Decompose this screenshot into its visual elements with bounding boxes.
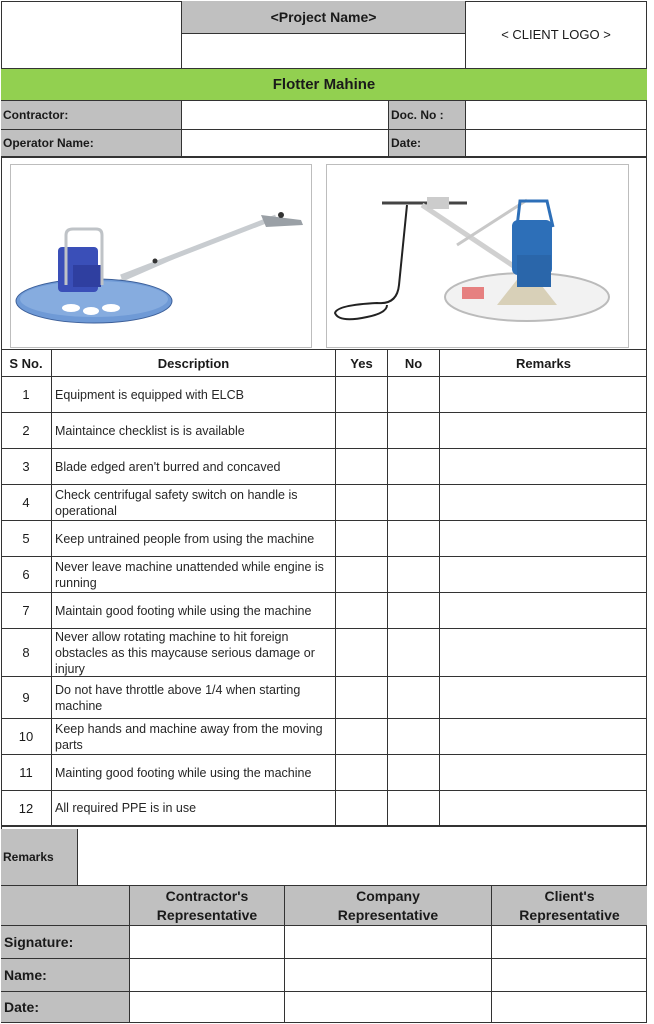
checklist-table xyxy=(1,349,647,829)
date-field[interactable] xyxy=(466,130,647,158)
column-header-description: Description xyxy=(52,350,336,377)
row-no-cell[interactable] xyxy=(388,677,440,719)
row-no-cell[interactable] xyxy=(388,629,440,677)
signoff-header-contractor: Contractor's Representative xyxy=(130,886,285,926)
row-no-cell[interactable] xyxy=(388,755,440,791)
contractor-field[interactable] xyxy=(182,101,389,130)
operator-name-label: Operator Name: xyxy=(1,130,182,158)
signoff-field-client-name[interactable] xyxy=(492,959,647,992)
project-name-label: <Project Name> xyxy=(182,1,466,34)
signoff-label-date: Date: xyxy=(1,992,130,1023)
row-description: Equipment is equipped with ELCB xyxy=(52,377,336,413)
row-yes-cell[interactable] xyxy=(336,791,388,827)
row-remarks-cell[interactable] xyxy=(440,413,647,449)
signoff-field-contractor-name[interactable] xyxy=(130,959,285,992)
row-remarks-cell[interactable] xyxy=(440,677,647,719)
company-logo-area xyxy=(1,1,182,68)
row-s-no: 10 xyxy=(1,719,52,755)
signoff-corner xyxy=(1,886,130,926)
form-title: Flotter Mahine xyxy=(1,68,647,101)
row-remarks-cell[interactable] xyxy=(440,593,647,629)
row-no-cell[interactable] xyxy=(388,521,440,557)
row-s-no: 9 xyxy=(1,677,52,719)
signoff-header-client: Client's Representative xyxy=(492,886,647,926)
project-name-field[interactable] xyxy=(182,34,466,68)
signoff-field-client-signature[interactable] xyxy=(492,926,647,959)
row-remarks-cell[interactable] xyxy=(440,521,647,557)
row-description: Do not have throttle above 1/4 when starting machine xyxy=(52,677,336,719)
row-yes-cell[interactable] xyxy=(336,719,388,755)
row-yes-cell[interactable] xyxy=(336,677,388,719)
row-description: Mainting good footing while using the machine xyxy=(52,755,336,791)
row-description: Maintain good footing while using the machine xyxy=(52,593,336,629)
row-s-no: 4 xyxy=(1,485,52,521)
row-remarks-cell[interactable] xyxy=(440,629,647,677)
row-description: Blade edged aren't burred and concaved xyxy=(52,449,336,485)
column-header-remarks: Remarks xyxy=(440,350,647,377)
row-s-no: 8 xyxy=(1,629,52,677)
row-no-cell[interactable] xyxy=(388,377,440,413)
row-description: Keep hands and machine away from the moving parts xyxy=(52,719,336,755)
doc-no-label: Doc. No : xyxy=(389,101,466,130)
signoff-field-contractor-signature[interactable] xyxy=(130,926,285,959)
row-yes-cell[interactable] xyxy=(336,755,388,791)
row-yes-cell[interactable] xyxy=(336,593,388,629)
row-s-no: 3 xyxy=(1,449,52,485)
row-remarks-cell[interactable] xyxy=(440,791,647,827)
row-s-no: 5 xyxy=(1,521,52,557)
row-no-cell[interactable] xyxy=(388,719,440,755)
row-yes-cell[interactable] xyxy=(336,485,388,521)
row-yes-cell[interactable] xyxy=(336,629,388,677)
signoff-field-company-date[interactable] xyxy=(285,992,492,1023)
row-yes-cell[interactable] xyxy=(336,377,388,413)
signoff-field-company-signature[interactable] xyxy=(285,926,492,959)
column-header-no: No xyxy=(388,350,440,377)
signoff-field-client-date[interactable] xyxy=(492,992,647,1023)
row-s-no: 11 xyxy=(1,755,52,791)
signoff-label-signature: Signature: xyxy=(1,926,130,959)
row-no-cell[interactable] xyxy=(388,557,440,593)
row-no-cell[interactable] xyxy=(388,791,440,827)
row-s-no: 7 xyxy=(1,593,52,629)
row-remarks-cell[interactable] xyxy=(440,755,647,791)
row-no-cell[interactable] xyxy=(388,593,440,629)
row-yes-cell[interactable] xyxy=(336,413,388,449)
row-description: Never allow rotating machine to hit foreign obstacles as this maycause serious damage or injury xyxy=(52,629,336,677)
flotter-machine-blue-icon xyxy=(11,165,311,347)
row-s-no: 12 xyxy=(1,791,52,827)
flotter-machine-white-icon xyxy=(327,165,628,347)
row-remarks-cell[interactable] xyxy=(440,377,647,413)
row-yes-cell[interactable] xyxy=(336,449,388,485)
row-s-no: 2 xyxy=(1,413,52,449)
remarks-label: Remarks xyxy=(1,829,78,886)
row-remarks-cell[interactable] xyxy=(440,485,647,521)
column-header-yes: Yes xyxy=(336,350,388,377)
row-yes-cell[interactable] xyxy=(336,557,388,593)
row-no-cell[interactable] xyxy=(388,485,440,521)
signoff-field-company-name[interactable] xyxy=(285,959,492,992)
row-description: Never leave machine unattended while engine is running xyxy=(52,557,336,593)
machine-image-1 xyxy=(10,164,312,348)
row-remarks-cell[interactable] xyxy=(440,557,647,593)
row-no-cell[interactable] xyxy=(388,449,440,485)
row-remarks-cell[interactable] xyxy=(440,449,647,485)
row-s-no: 6 xyxy=(1,557,52,593)
row-remarks-cell[interactable] xyxy=(440,719,647,755)
row-yes-cell[interactable] xyxy=(336,521,388,557)
signoff-field-contractor-date[interactable] xyxy=(130,992,285,1023)
doc-no-field[interactable] xyxy=(466,101,647,130)
operator-name-field[interactable] xyxy=(182,130,389,158)
signoff-header-company: Company Representative xyxy=(285,886,492,926)
row-description: Maintaince checklist is is available xyxy=(52,413,336,449)
row-no-cell[interactable] xyxy=(388,413,440,449)
row-description: All required PPE is in use xyxy=(52,791,336,827)
client-logo: < CLIENT LOGO > xyxy=(501,27,611,42)
row-s-no: 1 xyxy=(1,377,52,413)
row-description: Check centrifugal safety switch on handle is operational xyxy=(52,485,336,521)
column-header-s-no: S No. xyxy=(1,350,52,377)
row-description: Keep untrained people from using the machine xyxy=(52,521,336,557)
machine-image-2 xyxy=(326,164,629,348)
date-label: Date: xyxy=(389,130,466,158)
signoff-label-name: Name: xyxy=(1,959,130,992)
remarks-field[interactable] xyxy=(78,829,647,886)
contractor-label: Contractor: xyxy=(1,101,182,130)
